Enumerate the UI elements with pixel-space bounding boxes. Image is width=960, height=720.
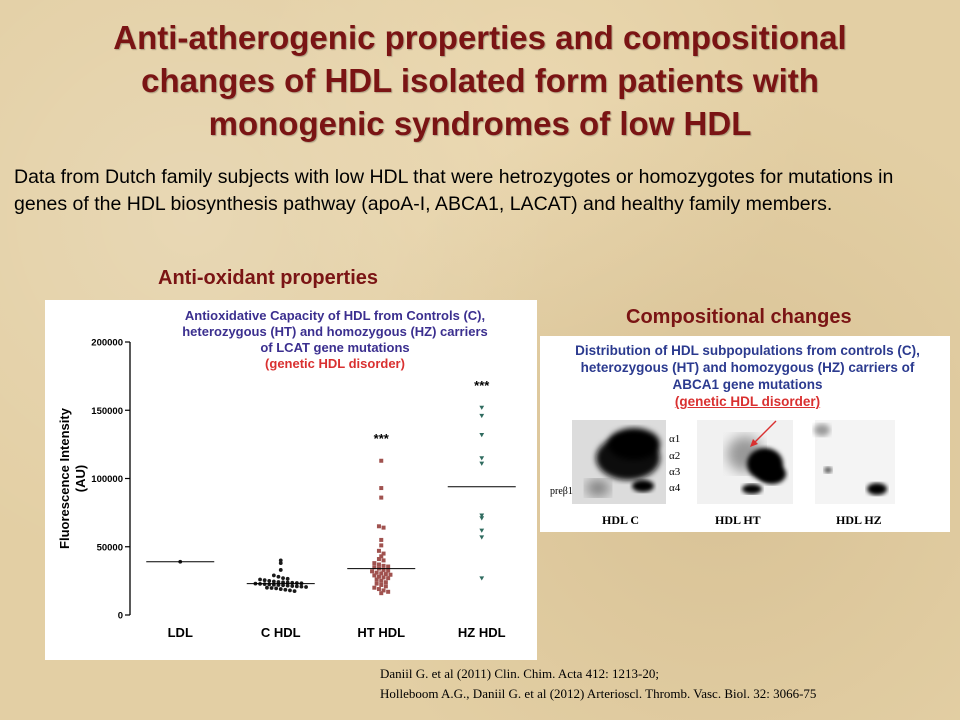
data-point: [379, 591, 383, 595]
data-point: [479, 433, 484, 437]
antioxidant-chart-panel: [45, 300, 537, 660]
gel-lane-hdl-c: [572, 420, 666, 504]
chart-title-prefix: of LCAT gene mutations: [260, 340, 410, 355]
lane-label-hdl-c: HDL C: [602, 513, 640, 527]
y-tick-label: 100000: [91, 474, 123, 485]
gel-title-line: Distribution of HDL subpopulations from controls (C),: [575, 343, 920, 358]
gel-title-line: heterozygous (HT) and homozygous (HZ) carriers of: [580, 360, 915, 375]
data-point: [286, 584, 290, 588]
data-point: [286, 577, 290, 581]
chart-title-line: Antioxidative Capacity of HDL from Controls (C),: [184, 308, 486, 323]
data-point: [288, 589, 292, 593]
slide-title-line: changes of HDL isolated form patients with: [141, 62, 819, 99]
lane-label-hdl-hz: HDL HZ: [836, 513, 882, 527]
data-point: [382, 558, 386, 562]
data-point: [479, 576, 484, 580]
data-point: [270, 586, 274, 590]
data-point: [379, 538, 383, 542]
y-axis-label: Fluorescence Intensity: [57, 408, 72, 549]
compositional-section-label: Compositional changes: [626, 306, 852, 328]
data-point: [279, 561, 283, 565]
data-point: [386, 569, 390, 573]
band-label-alpha4: α4: [669, 482, 681, 494]
data-point: [258, 578, 262, 582]
data-point: [379, 583, 383, 587]
citations: [380, 664, 950, 704]
data-point: [290, 584, 294, 588]
data-point: [295, 581, 299, 585]
data-point: [386, 590, 390, 594]
chart-axes: [57, 338, 506, 641]
x-category-label: HT HDL: [357, 625, 406, 640]
data-point: [277, 575, 281, 579]
data-point: [267, 583, 271, 587]
antioxidant-section-label: Anti-oxidant properties: [158, 267, 379, 289]
data-point: [379, 496, 383, 500]
data-point: [379, 571, 383, 575]
significance-annotation: ***: [373, 431, 389, 447]
data-point: [479, 414, 484, 418]
gel-title-highlight: (genetic HDL disorder): [674, 394, 821, 409]
data-point: [372, 561, 376, 565]
slide-title-line: monogenic syndromes of low HDL: [208, 105, 752, 142]
data-point: [479, 535, 484, 539]
y-tick-label: 50000: [96, 542, 123, 554]
data-point: [267, 579, 271, 583]
data-point: [377, 562, 381, 566]
significance-annotation: ***: [474, 377, 490, 393]
y-tick-label: 200000: [91, 337, 123, 349]
gel-title-prefix: ABCA1 gene mutations: [672, 377, 823, 392]
chart-points: [146, 378, 516, 595]
data-point: [377, 549, 381, 553]
data-point: [379, 486, 383, 490]
gel-image: [540, 336, 950, 532]
data-point: [370, 569, 374, 573]
chart-title-highlight: (genetic HDL disorder): [265, 356, 405, 371]
data-point: [377, 557, 381, 561]
data-point: [279, 568, 283, 572]
data-point: [384, 584, 388, 588]
data-point: [372, 586, 376, 590]
slide-title-line: Anti-atherogenic properties and compositional: [113, 19, 847, 56]
data-point: [290, 581, 294, 585]
x-category-label: HZ HDL: [457, 625, 506, 640]
gel-electrophoresis-panel: [540, 336, 950, 532]
data-point: [283, 588, 287, 592]
chart-title-line: heterozygous (HT) and homozygous (HZ) carriers: [182, 324, 488, 339]
data-point: [388, 573, 392, 577]
data-point: [479, 516, 484, 520]
data-point: [384, 580, 388, 584]
data-point: [263, 582, 267, 586]
citation-line: Holleboom A.G., Daniil G. et al (2012) Arterioscl. Thromb. Vasc. Biol. 32: 3066-75: [380, 686, 817, 701]
data-point: [386, 565, 390, 569]
data-point: [379, 459, 383, 463]
data-point: [375, 582, 379, 586]
data-point: [293, 589, 297, 593]
x-category-label: C HDL: [260, 625, 301, 640]
data-point: [300, 585, 304, 589]
data-point: [375, 578, 379, 582]
data-point: [279, 587, 283, 591]
data-point: [479, 406, 484, 410]
data-point: [274, 586, 278, 590]
data-point: [382, 526, 386, 530]
band-label-alpha1: α1: [669, 433, 681, 445]
data-point: [281, 576, 285, 580]
data-point: [272, 574, 276, 578]
citation-line: Daniil G. et al (2011) Clin. Chim. Acta 412: 1213-20;: [380, 666, 659, 681]
data-point: [372, 573, 376, 577]
data-point: [295, 584, 299, 588]
data-point: [377, 524, 381, 528]
y-tick-label: 0: [117, 610, 123, 622]
data-point: [479, 462, 484, 466]
x-category-label: LDL: [167, 625, 193, 640]
data-point: [265, 586, 269, 590]
data-point: [304, 585, 308, 589]
scatter-chart: [45, 300, 537, 660]
data-point: [479, 529, 484, 533]
data-point: [382, 564, 386, 568]
lane-label-hdl-ht: HDL HT: [715, 513, 761, 527]
band-label-prebeta1: preβ1: [550, 486, 573, 497]
data-point: [263, 578, 267, 582]
gel-lane-hdl-ht: [697, 420, 793, 504]
data-point: [386, 576, 390, 580]
y-tick-label: 150000: [91, 405, 123, 417]
band-label-alpha2: α2: [669, 450, 681, 462]
intro-text: Data from Dutch family subjects with low HDL that were hetrozygotes or homozygotes for mutations in genes of the HDL biosynthesis pathway (apoA-I, ABCA1, LACAT) and healthy family members.: [14, 166, 894, 215]
gel-lane-hdl-hz: [814, 420, 895, 504]
data-point: [377, 587, 381, 591]
band-label-alpha3: α3: [669, 466, 681, 478]
data-point: [479, 456, 484, 460]
data-point: [379, 543, 383, 547]
data-point: [384, 572, 388, 576]
y-axis-label-unit: (AU): [73, 464, 88, 493]
slide-title: [30, 16, 930, 145]
data-point: [379, 579, 383, 583]
data-point: [382, 575, 386, 579]
